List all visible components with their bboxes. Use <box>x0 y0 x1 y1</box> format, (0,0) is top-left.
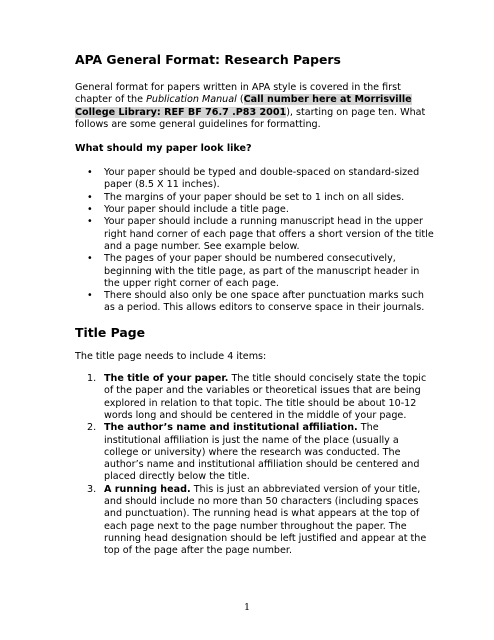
item-number: 2. <box>87 422 97 434</box>
list-item: • The pages of your paper should be numbered consecutively, beginning with the title page, as part of the manuscript header in the upper right corner of each page. <box>104 253 435 290</box>
page-number: 1 <box>243 602 251 613</box>
intro-text: General format for papers written in APA style is covered in the first chapter of the <box>75 82 401 106</box>
title-page-heading: Title Page <box>75 324 145 340</box>
list-item <box>87 422 435 483</box>
title-page-items <box>75 373 435 557</box>
list-item: • Your paper should be typed and double-spaced on standard-sized paper (8.5 X 11 inches). <box>104 167 435 192</box>
item-number: 3. <box>87 483 97 495</box>
list-item <box>87 483 435 558</box>
publication-manual-title: Publication Manual <box>146 94 237 106</box>
document-page <box>75 52 435 558</box>
intro-paren: ( <box>236 94 244 106</box>
intro-text-end: ), starting on page ten. What follows are some general guidelines for formatting. <box>75 106 426 130</box>
list-item: • There should also only be one space after punctuation marks such as a period. This allows editors to conserve space in their journals. <box>104 290 435 315</box>
item-heading: The title of your paper. <box>104 373 229 385</box>
list-item: • The margins of your paper should be set to 1 inch on all sides. <box>104 192 435 204</box>
item-number: 1. <box>87 373 97 385</box>
list-item: • Your paper should include a running manuscript head in the upper right hand corner of each page that offers a short version of the title and a page number. See example below. <box>104 216 435 253</box>
item-text: The institutional affiliation is just the name of the place (usually a college or university) where the research was conducted. The author’s name and institutional affiliation should be centered and placed directly below the title. <box>104 422 420 483</box>
list-item: • Your paper should include a title page. <box>104 204 435 216</box>
title-page-intro: The title page needs to include 4 items: <box>75 350 267 362</box>
item-text: The title should concisely state the topic of the paper and the variables or theoretical issues that are being explored in relation to that topic. The title should be about 10-12 words long and should be centered in the middle of your page. <box>104 373 427 421</box>
guidelines-list <box>75 167 435 315</box>
item-text: This is just an abbreviated version of your title, and should include no more than 50 characters (including spaces and punctuation). The running head is what appears at the top of each page next to the page number throughout the paper. The running head designation should be left justified and appear at the top of the page after the page number. <box>104 483 427 557</box>
list-item <box>87 373 435 422</box>
look-heading: What should my paper look like? <box>75 143 252 155</box>
page-title: APA General Format: Research Papers <box>75 52 341 67</box>
call-number-highlight: Call number here at Morrisville College Library: REF BF 76.7 .P83 2001 <box>75 94 412 118</box>
item-heading: The author’s name and institutional affiliation. <box>104 422 358 434</box>
intro-paragraph <box>75 82 435 131</box>
item-heading: A running head. <box>104 483 191 495</box>
